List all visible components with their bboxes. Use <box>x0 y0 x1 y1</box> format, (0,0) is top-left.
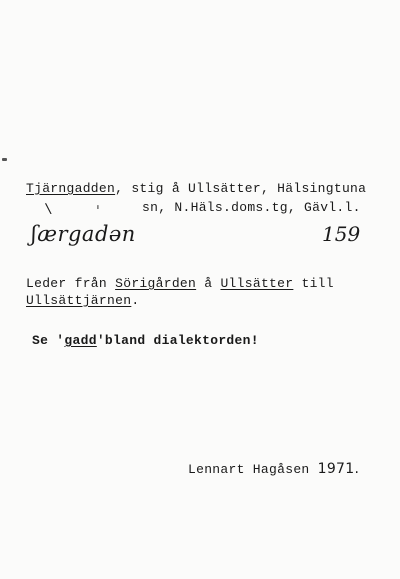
description-line-1 <box>26 276 334 291</box>
description-text: Leder från <box>26 276 116 291</box>
cross-reference-line <box>32 333 259 348</box>
description-line-2 <box>26 293 139 308</box>
place-sorigarden: Sörigården <box>115 276 197 291</box>
place-ullsatter: Ullsätter <box>220 276 294 291</box>
signature-name: Lennart Hagåsen <box>188 462 310 477</box>
reference-text: Se ' <box>32 333 65 348</box>
accent-mark-grave: \ <box>44 200 53 218</box>
phonetic-transcription: ʃærgadən <box>31 222 136 246</box>
location-text: , stig å Ullsätter, Hälsingtuna <box>115 181 367 196</box>
reference-word: gadd <box>64 333 97 348</box>
description-text: . <box>131 293 140 308</box>
headword: Tjärngadden <box>26 181 116 196</box>
place-ullsattjarnen: Ullsättjärnen <box>26 293 132 308</box>
entry-title-line <box>26 181 366 196</box>
accent-mark-acute: ˈ <box>96 204 100 220</box>
description-text: till <box>293 276 334 291</box>
signature-line <box>188 461 359 477</box>
signature-year: 1971. <box>317 461 360 477</box>
card-number: 159 <box>322 222 361 246</box>
reference-text: 'bland dialektorden! <box>96 333 259 348</box>
punch-mark <box>2 158 7 161</box>
jurisdiction-line: sn, N.Häls.doms.tg, Gävl.l. <box>142 200 361 215</box>
description-text: å <box>196 276 221 291</box>
